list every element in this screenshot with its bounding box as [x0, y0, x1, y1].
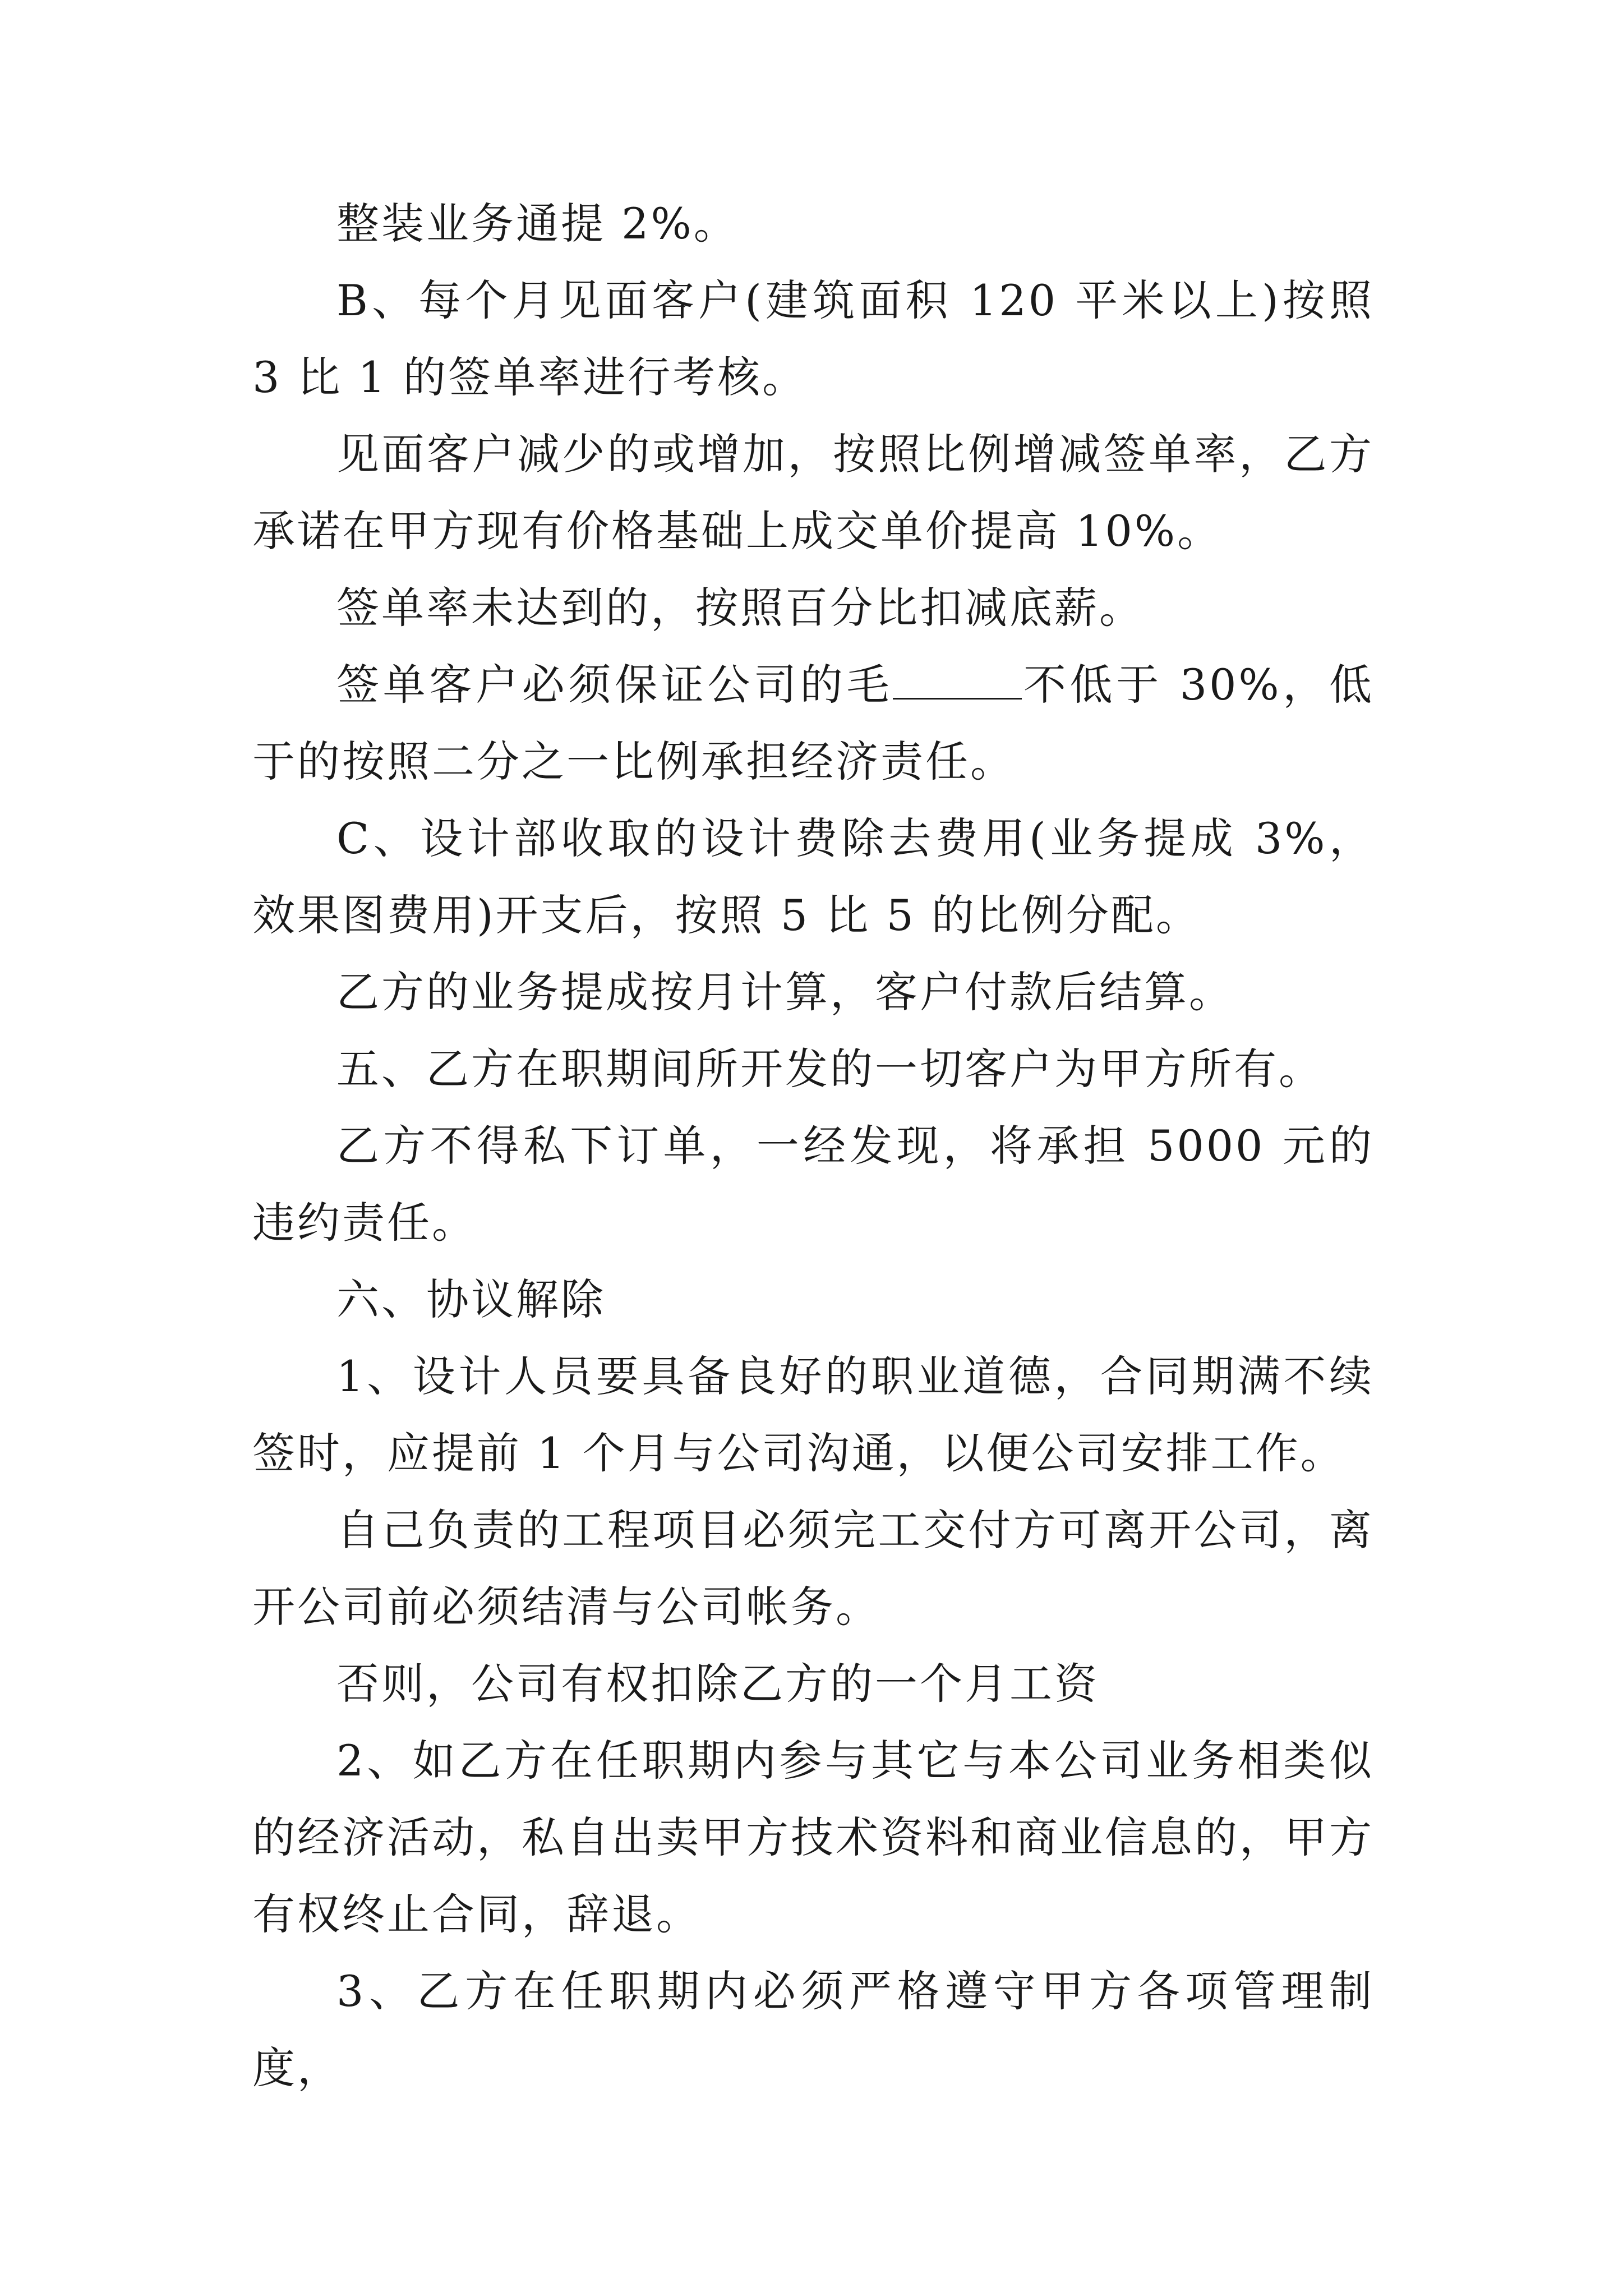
section-heading: 六、协议解除: [336, 1274, 606, 1324]
fill-in-blank: [893, 659, 1022, 700]
paragraph: 乙方不得私下订单，一经发现，将承担 5000 元的违约责任。: [252, 1121, 1374, 1248]
paragraph: B、每个月见面客户(建筑面积 120 平米以上)按照 3 比 1 的签单率进行考核。: [252, 275, 1374, 402]
paragraph: 签单率未达到的，按照百分比扣减底薪。: [336, 583, 1144, 633]
paragraph: 自己负责的工程项目必须完工交付方可离开公司，离开公司前必须结清与公司帐务。: [252, 1505, 1374, 1632]
paragraph: 整装业务通提 2%。: [336, 199, 739, 249]
paragraph-text-before-blank: 签单客户必须保证公司的毛: [336, 660, 893, 710]
paragraph: 2、如乙方在任职期内参与其它与本公司业务相类似的经济活动，私自出卖甲方技术资料和商业信息的，甲方有权终止合同，辞退。: [252, 1736, 1374, 1939]
document-body: [252, 185, 1374, 2106]
paragraph-with-blank: [252, 646, 1374, 800]
paragraph: 见面客户减少的或增加，按照比例增减签单率，乙方承诺在甲方现有价格基础上成交单价提高 10%。: [252, 429, 1374, 556]
paragraph: 五、乙方在职期间所开发的一切客户为甲方所有。: [336, 1044, 1324, 1094]
paragraph: 1、设计人员要具备良好的职业道德，合同期满不续签时，应提前 1 个月与公司沟通，以便公司安排工作。: [252, 1351, 1374, 1478]
paragraph: 乙方的业务提成按月计算，客户付款后结算。: [336, 967, 1234, 1017]
paragraph: C、设计部收取的设计费除去费用(业务提成 3%，效果图费用)开支后，按照 5 比 5 的比例分配。: [252, 813, 1374, 940]
paragraph: 3、乙方在任职期内必须严格遵守甲方各项管理制度，: [252, 1966, 1374, 2093]
paragraph: 否则，公司有权扣除乙方的一个月工资: [336, 1659, 1099, 1709]
paragraph-text-after-blank: 不低于 30%，低于的按照二分之一比例承担经济责任。: [252, 660, 1374, 786]
